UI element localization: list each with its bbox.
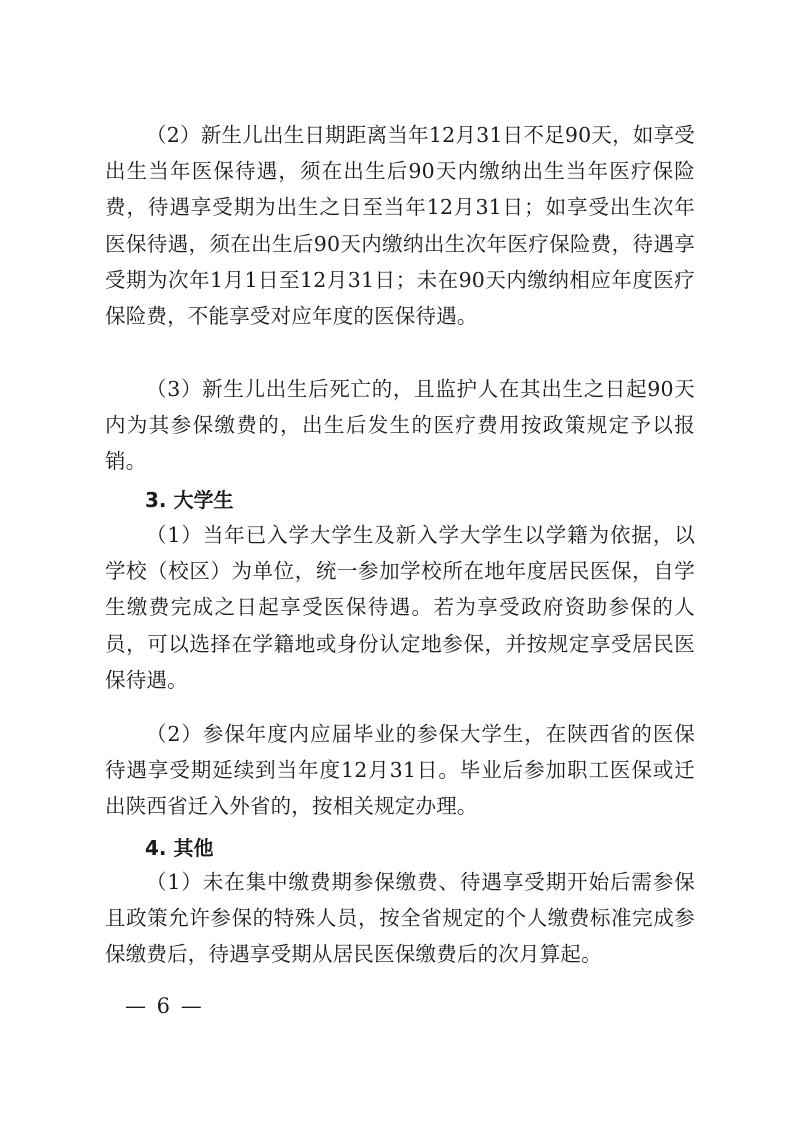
- paragraph-special-enrollment: （1）未在集中缴费期参保缴费、待遇享受期开始后需参保且政策允许参保的特殊人员，按全省规定的个人缴费标准完成参保缴费后，待遇享受期从居民医保缴费后的次月算起。: [105, 870, 695, 967]
- paragraph-newborn-under-90-days: （2）新生儿出生日期距离当年12月31日不足90天，如享受出生当年医保待遇，须在出生后90天内缴纳出生当年医疗保险费，待遇享受期为出生之日至当年12月31日；如享受出生次年医保待遇，须在出生后90天内缴纳出生次年医疗保险费，待遇享受期为次年1月1日至12月31日；未在90天内缴纳相应年度医疗保险费，不能享受对应年度的医保待遇。: [105, 123, 695, 329]
- section-heading-others: 4. 其他: [145, 836, 214, 860]
- paragraph-newborn-death: （3）新生儿出生后死亡的，且监护人在其出生之日起90天内为其参保缴费的，出生后发生的医疗费用按政策规定予以报销。: [105, 377, 695, 474]
- paragraph-students-enrollment: （1）当年已入学大学生及新入学大学生以学籍为依据，以学校（校区）为单位，统一参加学校所在地年度居民医保，自学生缴费完成之日起享受医保待遇。若为享受政府资助参保的人员，可以选择在学籍地或身份认定地参保，并按规定享受居民医保待遇。: [105, 523, 695, 692]
- page-number: — 6 —: [125, 994, 204, 1018]
- paragraph-graduating-students: （2）参保年度内应届毕业的参保大学生，在陕西省的医保待遇享受期延续到当年度12月31日。毕业后参加职工医保或迁出陕西省迁入外省的，按相关规定办理。: [105, 722, 695, 819]
- section-heading-university-students: 3. 大学生: [145, 488, 234, 512]
